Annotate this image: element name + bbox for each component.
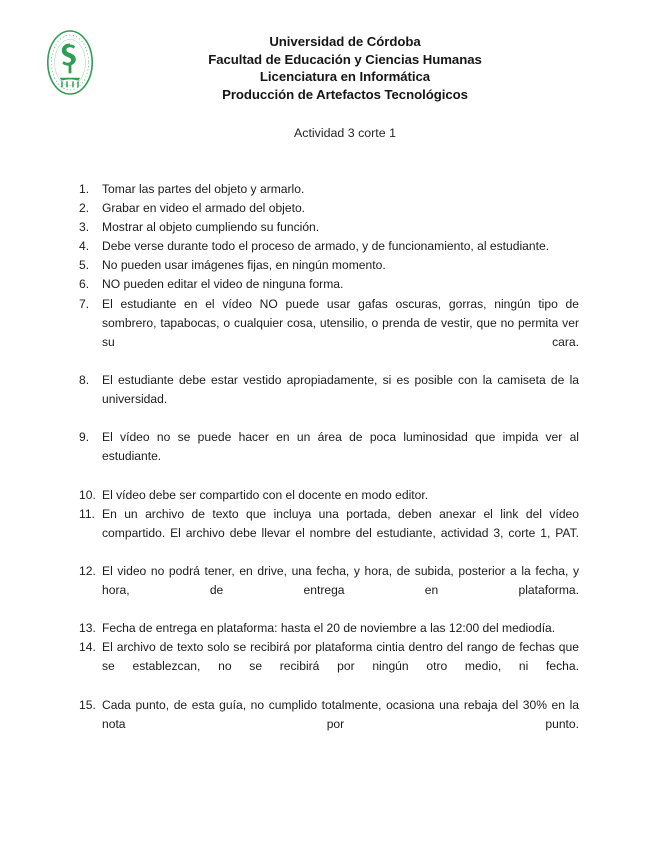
list-item <box>79 638 579 695</box>
list-item-text: NO pueden editar el video de ninguna forma. <box>102 277 344 292</box>
list-item-text: El archivo de texto solo se recibirá por plataforma cintia dentro del rango de fechas que se establezcan, no se recibirá por ningún otro medio, ni fecha. <box>102 640 579 674</box>
header-line-university: Universidad de Córdoba <box>269 34 421 49</box>
list-item <box>79 295 579 371</box>
list-item-number: 1. <box>79 182 90 196</box>
list-item-text: Tomar las partes del objeto y armarlo. <box>102 182 305 196</box>
list-item <box>79 256 579 275</box>
list-item-number: 12. <box>79 563 96 578</box>
list-item-text: Debe verse durante todo el proceso de armado, y de funcionamiento, al estudiante. <box>102 239 550 254</box>
document-header <box>110 33 580 103</box>
list-item-text: Grabar en video el armado del objeto. <box>102 201 306 216</box>
list-item-number: 8. <box>79 372 90 387</box>
list-item-number: 3. <box>79 220 90 235</box>
list-item-text: Mostrar al objeto cumpliendo su función. <box>102 220 320 235</box>
list-item <box>79 428 579 485</box>
list-item <box>79 619 579 638</box>
list-item-number: 10. <box>79 487 96 502</box>
list-item <box>79 371 579 428</box>
requirements-list <box>79 180 579 753</box>
list-item-text: No pueden usar imágenes fijas, en ningún momento. <box>102 258 386 273</box>
list-item-number: 2. <box>79 201 90 216</box>
list-item-text: El estudiante en el vídeo NO puede usar gafas oscuras, gorras, ningún tipo de sombrero, tapabocas, o cualquier cosa, utensilio, o prenda de vestir, que no permita ver su cara. <box>102 296 579 349</box>
list-item-number: 14. <box>79 640 96 655</box>
list-item <box>79 237 579 256</box>
list-item <box>79 180 579 199</box>
university-seal-logo <box>46 29 94 96</box>
list-item-text: Cada punto, de esta guía, no cumplido totalmente, ocasiona una rebaja del 30% en la nota por punto. <box>102 697 579 731</box>
list-item-number: 11. <box>79 506 95 521</box>
list-item-number: 15. <box>79 697 96 712</box>
list-item-number: 6. <box>79 277 90 292</box>
header-line-course: Producción de Artefactos Tecnológicos <box>222 86 468 102</box>
list-item <box>79 505 579 562</box>
header-line-program: Licenciatura en Informática <box>259 69 431 85</box>
list-item-number: 13. <box>79 621 96 636</box>
list-item-number: 7. <box>79 296 90 311</box>
list-item <box>79 275 579 294</box>
list-item <box>79 199 579 218</box>
list-item <box>79 486 579 505</box>
document-subtitle: Actividad 3 corte 1 <box>294 126 396 140</box>
list-item-text: El video no podrá tener, en drive, una fecha, y hora, de subida, posterior a la fecha, y hora, de entrega en plataforma. <box>102 563 579 597</box>
header-line-faculty: Facultad de Educación y Ciencias Humanas <box>208 51 482 67</box>
list-item-number: 5. <box>79 258 90 273</box>
list-item-text: En un archivo de texto que incluya una portada, deben anexar el link del vídeo compartido. El archivo debe llevar el nombre del estudiante, actividad 3, corte 1, PAT. <box>102 506 579 540</box>
list-item <box>79 696 579 753</box>
list-item-number: 9. <box>79 430 90 445</box>
list-item-text: El vídeo debe ser compartido con el docente en modo editor. <box>102 487 429 502</box>
list-item-text: Fecha de entrega en plataforma: hasta el 20 de noviembre a las 12:00 del mediodía. <box>102 621 556 636</box>
list-item-number: 4. <box>79 239 90 254</box>
list-item-text: El estudiante debe estar vestido apropiadamente, si es posible con la camiseta de la universidad. <box>102 372 579 407</box>
list-item <box>79 562 579 619</box>
list-item-text: El vídeo no se puede hacer en un área de poca luminosidad que impida ver al estudiante. <box>102 430 579 464</box>
list-item <box>79 218 579 237</box>
